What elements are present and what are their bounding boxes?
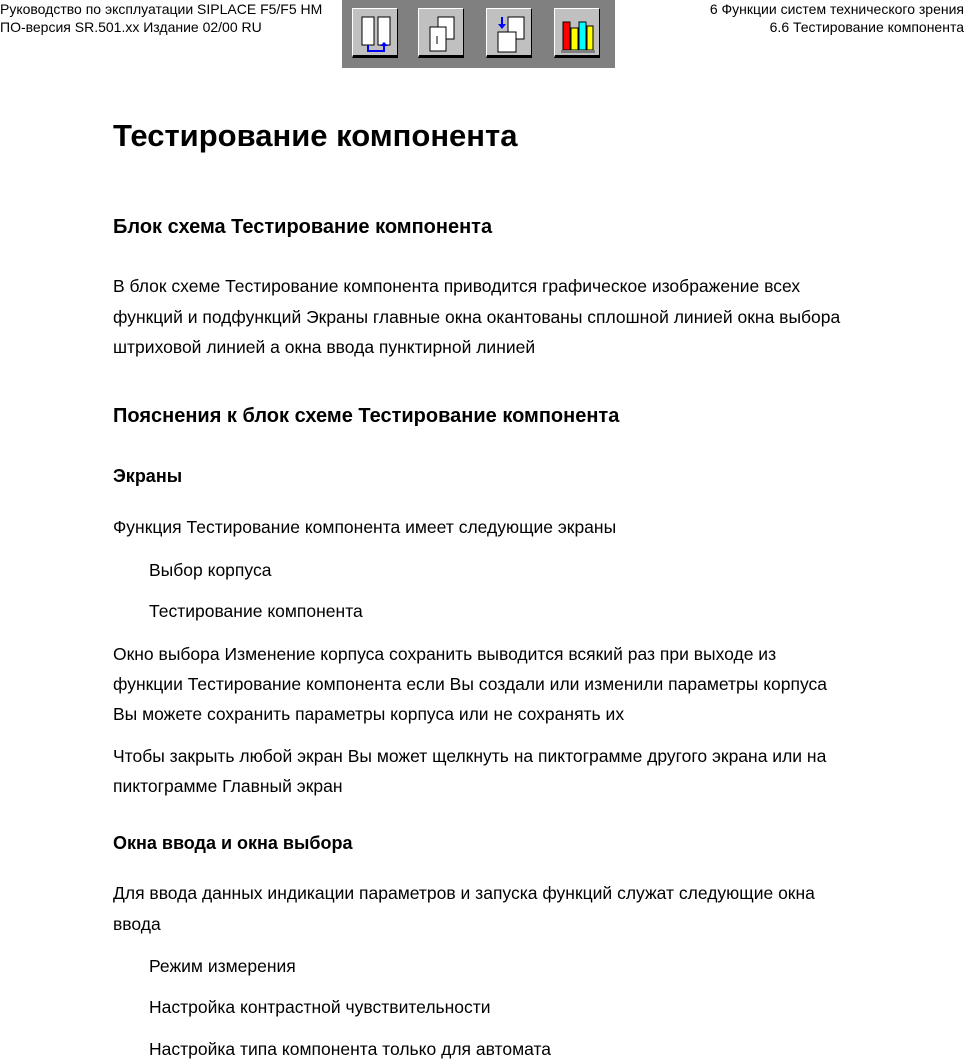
pages-button[interactable] xyxy=(418,8,464,58)
page-title: Тестирование компонента xyxy=(113,118,518,153)
subheading: Окна ввода и окна выбора xyxy=(113,833,353,853)
section-title: 6.6 Тестирование компонента xyxy=(769,19,964,35)
list-item: Настройка типа компонента только для автомата xyxy=(149,1039,552,1059)
paragraph-line: штриховой линией а окна ввода пунктирной линией xyxy=(113,337,536,357)
paragraph-line: Чтобы закрыть любой экран Вы может щелкнуть на пиктограмме другого экрана или на xyxy=(113,746,827,766)
books-icon xyxy=(560,14,596,54)
list-item: Выбор корпуса xyxy=(149,560,272,580)
subheading: Экраны xyxy=(113,466,183,486)
header-right xyxy=(710,0,964,36)
paragraph-line: Вы можете сохранить параметры корпуса или не сохранять их xyxy=(113,704,625,724)
paragraph-line: Окно выбора Изменение корпуса сохранить выводится всякий раз при выходе из xyxy=(113,644,777,664)
paragraph-line: Функция Тестирование компонента имеет следующие экраны xyxy=(113,517,617,537)
navigation-toolbar xyxy=(342,0,615,68)
list-item: Тестирование компонента xyxy=(149,601,363,621)
input-window-button[interactable] xyxy=(486,8,532,58)
paragraph-line: функций и подфункций Экраны главные окна окантованы сплошной линией окна выбора xyxy=(113,307,841,327)
chapter-title: 6 Функции систем технического зрения xyxy=(709,1,964,17)
section-heading: Пояснения к блок схеме Тестирование компонента xyxy=(113,405,620,427)
manual-title: Руководство по эксплуатации SIPLACE F5/F5 HM xyxy=(0,1,323,17)
flowchart-icon xyxy=(358,14,394,54)
paragraph-line: функции Тестирование компонента если Вы создали или изменили параметры корпуса xyxy=(113,674,828,694)
flowchart-button[interactable] xyxy=(352,8,398,58)
list-item: Режим измерения xyxy=(149,956,296,976)
help-books-button[interactable] xyxy=(554,8,600,58)
paragraph-line: пиктограмме Главный экран xyxy=(113,776,343,796)
list-item: Настройка контрастной чувствительности xyxy=(149,997,491,1017)
header-left xyxy=(0,0,322,36)
paragraph-line: Для ввода данных индикации параметров и запуска функций служат следующие окна xyxy=(113,883,815,903)
pages-icon xyxy=(424,14,460,54)
paragraph-line: ввода xyxy=(113,914,161,934)
paragraph-line: В блок схеме Тестирование компонента приводится графическое изображение всех xyxy=(113,276,801,296)
section-heading: Блок схема Тестирование компонента xyxy=(113,216,493,238)
version-info: ПО-версия SR.501.xx Издание 02/00 RU xyxy=(0,19,262,35)
input-window-icon xyxy=(492,14,528,54)
